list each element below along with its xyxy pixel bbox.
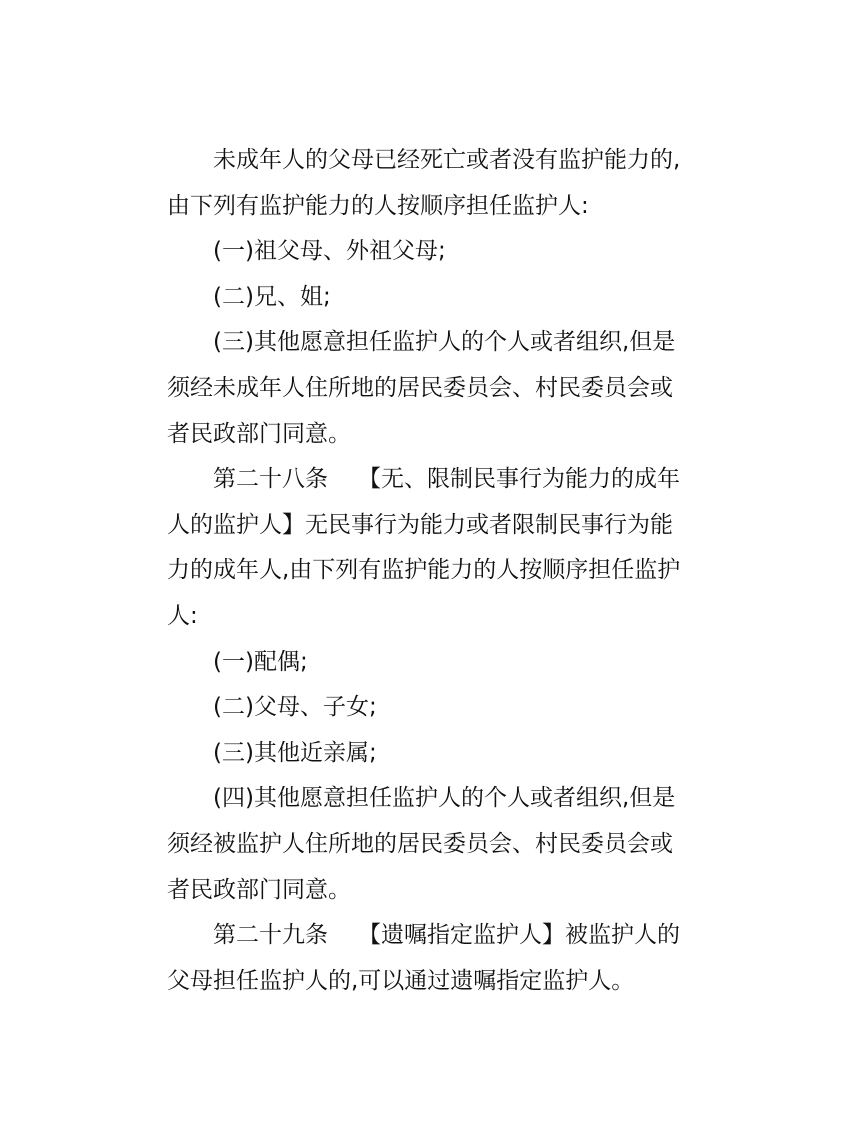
text-line: 力的成年人,由下列有监护能力的人按顺序担任监护 [167,557,681,584]
article-heading-29 [167,913,687,959]
article-title: 【遗嘱指定监护人】被监护人的 [358,922,680,949]
list-item: (四)其他愿意担任监护人的个人或者组织,但是 [213,785,676,812]
article-heading-28 [167,457,687,503]
list-item: (一)祖父母、外祖父母; [213,238,446,265]
text-line: 者民政部门同意。 [167,420,351,447]
text-line: 未成年人的父母已经死亡或者没有监护能力的, [213,147,681,173]
list-item: (一)配偶; [213,648,308,675]
document-body [167,138,687,1004]
list-item: (二)兄、姐; [213,283,331,310]
text-line: 由下列有监护能力的人按顺序担任监护人: [167,192,589,219]
text-line: 须经被监护人住所地的居民委员会、村民委员会或 [167,830,673,857]
article-number: 第二十八条 [213,466,328,493]
text-line: 人的监护人】无民事行为能力或者限制民事行为能 [167,511,673,538]
text-line: 父母担任监护人的,可以通过遗嘱指定监护人。 [167,967,635,994]
text-line: 须经未成年人住所地的居民委员会、村民委员会或 [167,374,673,401]
text-line: 者民政部门同意。 [167,876,351,903]
list-item: (二)父母、子女; [213,694,377,721]
list-item: (三)其他愿意担任监护人的个人或者组织,但是 [213,329,676,356]
article-number: 第二十九条 [213,922,328,949]
text-line: 人: [167,602,198,629]
list-item: (三)其他近亲属; [213,739,377,766]
article-title: 【无、限制民事行为能力的成年 [358,466,680,493]
